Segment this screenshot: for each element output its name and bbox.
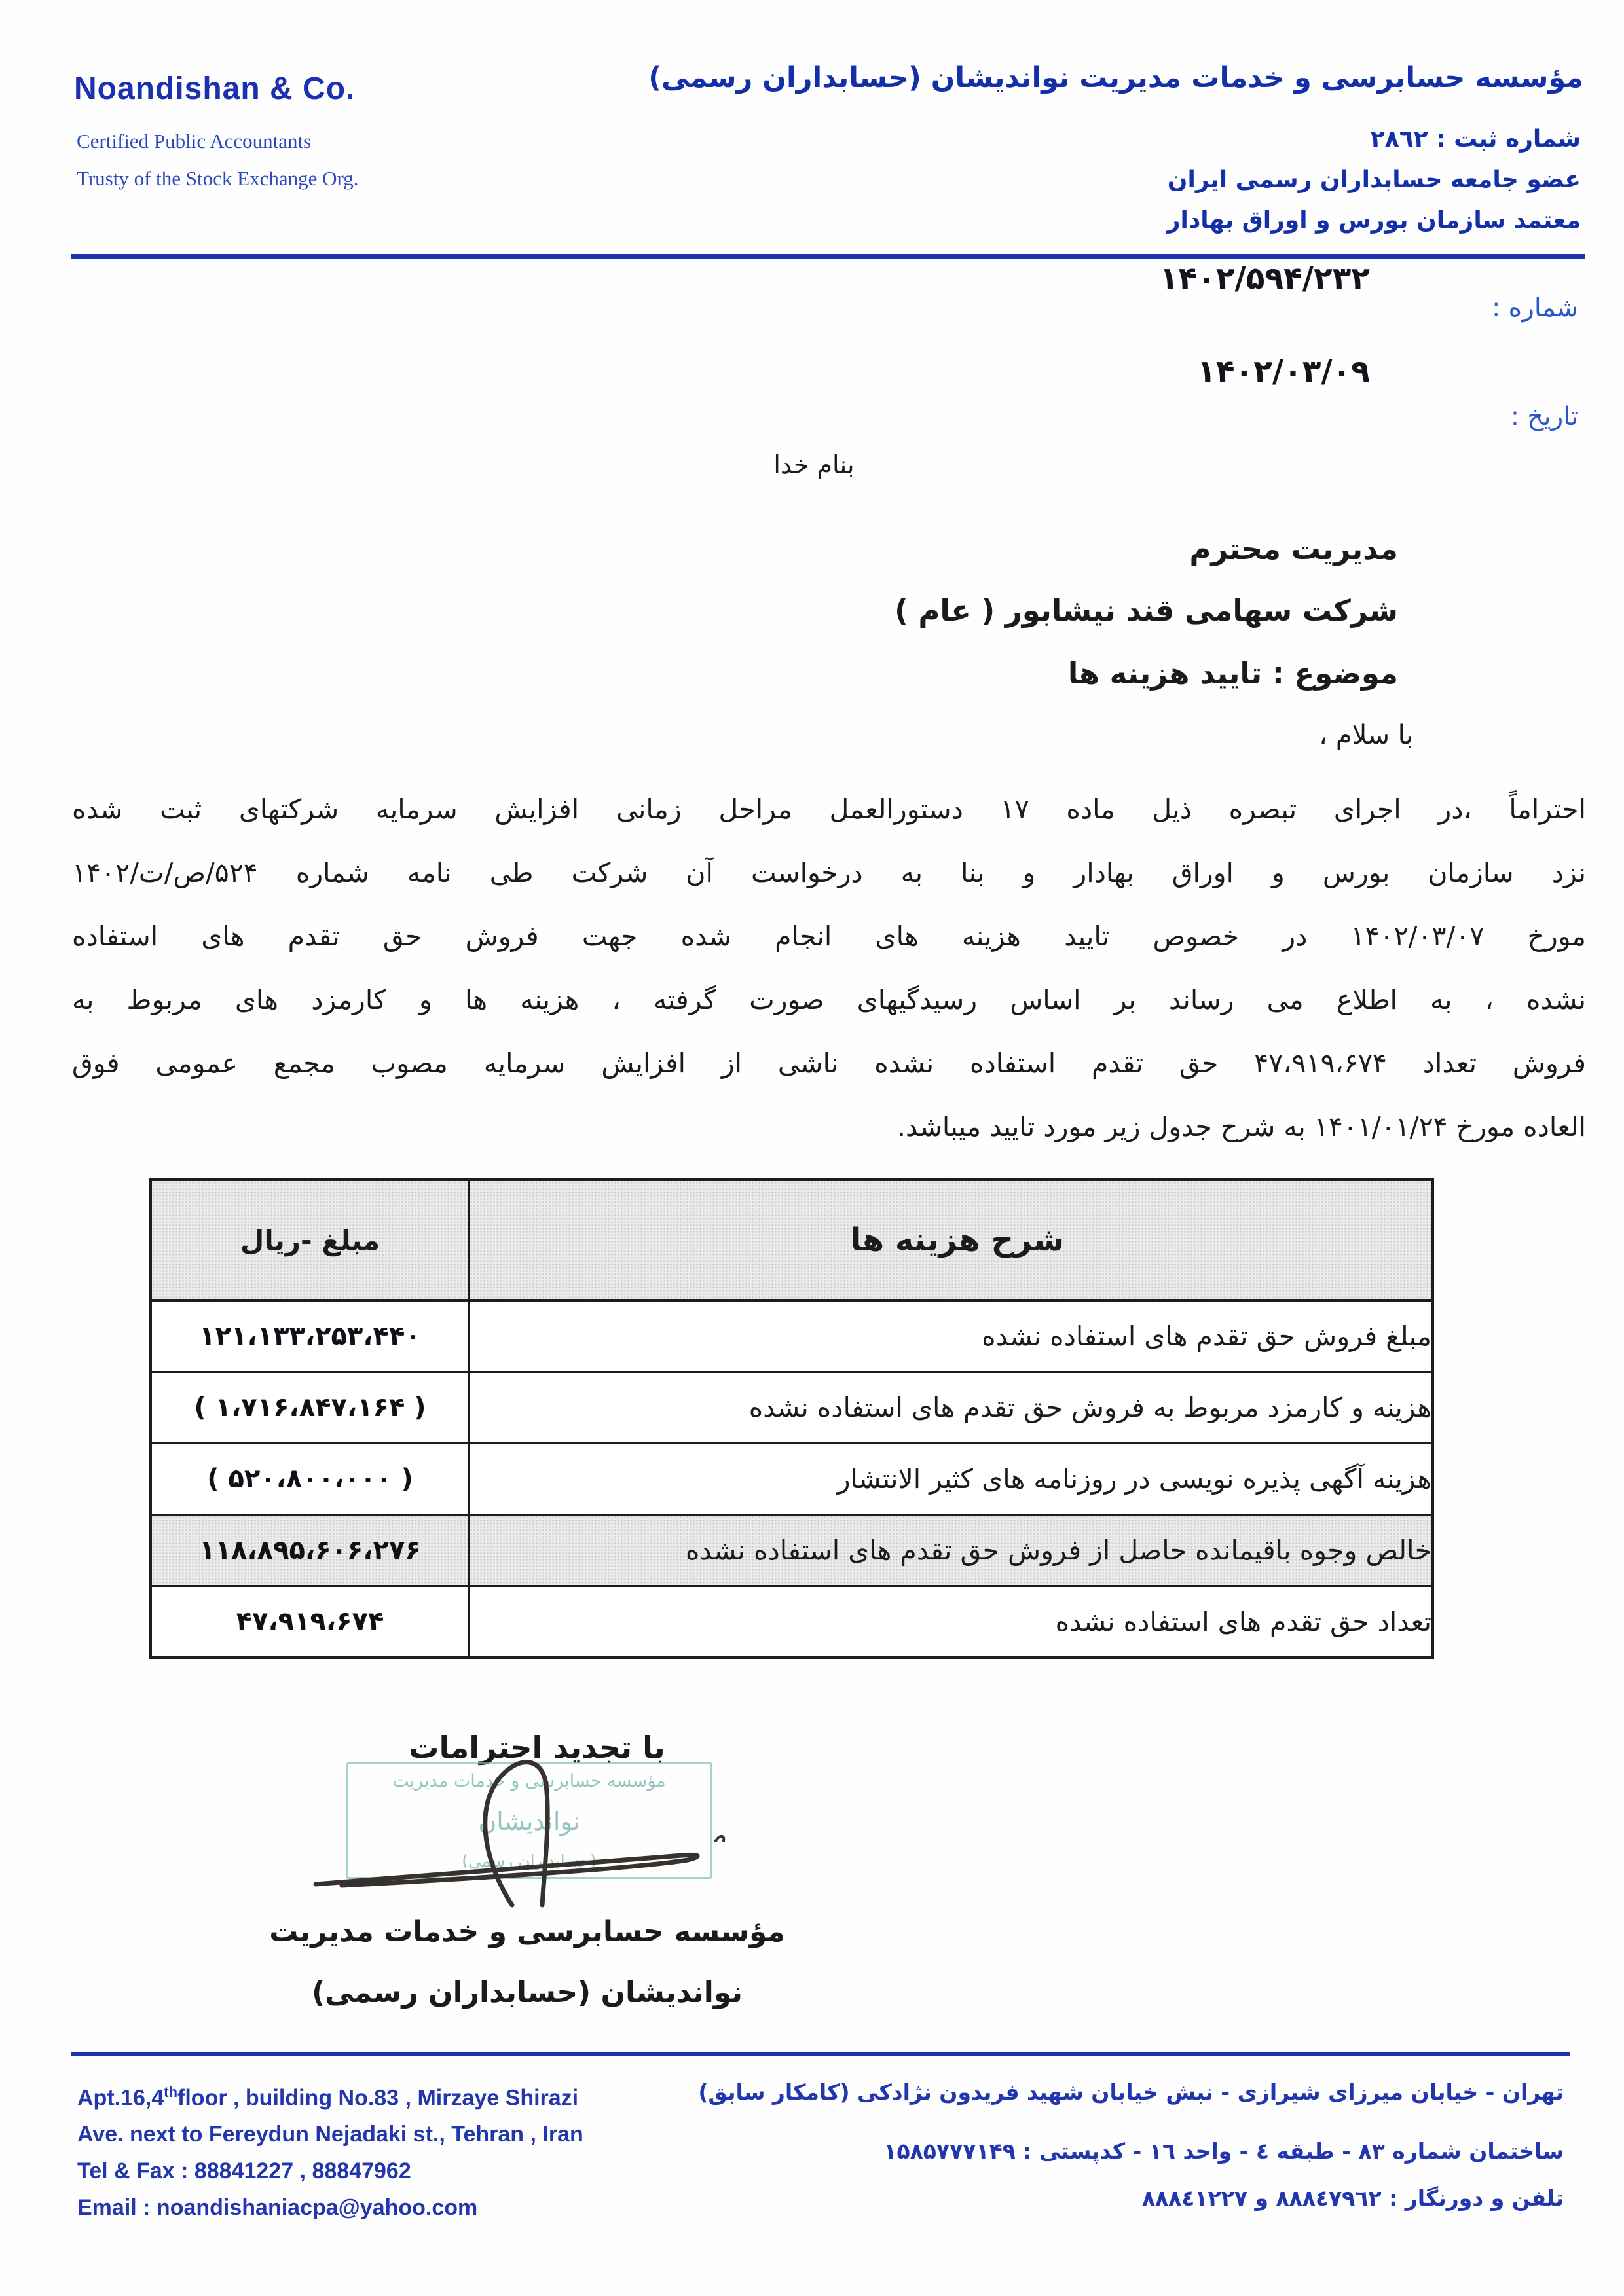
company-subtitle-trusty: Trusty of the Stock Exchange Org.	[77, 167, 359, 190]
footer-addr1-pre: Apt.16,4	[77, 2085, 164, 2111]
addressee-title: مدیریت محترم	[1189, 532, 1398, 566]
footer-address-en	[77, 2074, 583, 2226]
table-row	[152, 1373, 1431, 1444]
org-signature-line-1: مؤسسه حسابرسی و خدمات مدیریت	[269, 1915, 785, 1948]
letter-date-label: تاریخ :	[1510, 402, 1578, 431]
salutation: با سلام ،	[1319, 720, 1413, 750]
description-cell: تعداد حق تقدم های استفاده نشده	[1055, 1606, 1431, 1637]
footer-en-line-4: Email : noandishaniacpa@yahoo.com	[77, 2195, 478, 2221]
company-subtitle-cpa: Certified Public Accountants	[77, 130, 312, 153]
bismillah-text: بنام خدا	[773, 450, 855, 479]
description-cell: هزینه آگهی پذیره نویسی در روزنامه های کثیر الانتشار	[837, 1463, 1431, 1495]
body-line-4: نشده ، به اطلاع می رساند بر اساس رسیدگیهای صورت گرفته ، هزینه ها و کارمزد های مربوط به	[72, 984, 1586, 1015]
amount-cell: ۱۲۱،۱۳۳،۲۵۳،۴۴۰	[152, 1302, 470, 1371]
footer-en-line-3: Tel & Fax : 88841227 , 88847962	[77, 2159, 411, 2184]
stamp-line-2: نواندیشان	[478, 1807, 580, 1836]
footer-addr1-post: floor , building No.83 , Mirzaye Shirazi	[177, 2085, 579, 2111]
amount-header-cell: مبلغ -ریال	[152, 1181, 470, 1299]
registration-number-line: شماره ثبت : ۲۸٦۲	[1370, 126, 1581, 153]
trusted-org-line: معتمد سازمان بورس و اوراق بهادار	[1166, 207, 1581, 234]
body-line-1: احتراماً ،در اجرای تبصره ذیل ماده ۱۷ دستورالعمل مراحل زمانی افزایش سرمایه شرکتهای ثبت شده	[72, 793, 1586, 825]
letter-date-value: ۱۴۰۲/۰۳/۰۹	[1197, 354, 1370, 390]
membership-line: عضو جامعه حسابداران رسمی ایران	[1167, 166, 1581, 193]
amount-cell: ( ۵۲۰،۸۰۰،۰۰۰ )	[152, 1444, 470, 1514]
letter-number-label: شماره :	[1492, 293, 1578, 323]
body-line-3: مورخ ۱۴۰۲/۰۳/۰۷ در خصوص تایید هزینه های انجام شده جهت فروش حق تقدم های استفاده	[72, 920, 1586, 952]
description-cell: مبلغ فروش حق تقدم های استفاده نشده	[982, 1321, 1431, 1352]
table-row-highlighted	[152, 1516, 1431, 1587]
amount-cell: ۱۱۸،۸۹۵،۶۰۶،۲۷۶	[152, 1516, 470, 1585]
company-name-fa: مؤسسه حسابرسی و خدمات مدیریت نواندیشان (حسابداران رسمی)	[648, 62, 1583, 94]
amount-cell: ( ۱،۷۱۶،۸۴۷،۱۶۴ )	[152, 1373, 470, 1442]
description-header-cell: شرح هزینه ها	[850, 1222, 1065, 1258]
letter-number-value: ۱۴۰۲/۵۹۴/۲۳۲	[1159, 261, 1370, 297]
body-paragraph	[72, 778, 1586, 1159]
footer-addr1-sup: th	[164, 2084, 178, 2100]
expenses-table	[149, 1178, 1434, 1659]
footer-fa-address-line: تهران - خیابان میرزای شیرازی - نبش خیابان شهید فریدون نژادکی (کامکار سابق)	[698, 2079, 1564, 2105]
footer-en-line-2: Ave. next to Fereydun Nejadaki st., Tehran , Iran	[77, 2122, 583, 2147]
addressee-company: شرکت سهامی قند نیشابور ( عام )	[895, 593, 1398, 628]
body-line-5: فروش تعداد ۴۷،۹۱۹،۶۷۴ حق تقدم استفاده نشده ناشی از افزایش سرمایه مصوب مجمع عمومی فوق	[72, 1048, 1587, 1079]
footer-fa-building-line: ساختمان شماره ۸۳ - طبقه ٤ - واحد ١٦ - کدپستی : ۱۵۸۵۷۷۷۱۴۹	[883, 2138, 1564, 2164]
description-cell: خالص وجوه باقیمانده حاصل از فروش حق تقدم های استفاده نشده	[685, 1535, 1431, 1566]
amount-cell: ۴۷،۹۱۹،۶۷۴	[152, 1587, 470, 1656]
closing-salutation: با تجدید احترامات	[409, 1730, 665, 1765]
body-line-6: العاده مورخ ۱۴۰۱/۰۱/۲۴ به شرح جدول زیر مورد تایید میباشد.	[896, 1111, 1586, 1142]
stamp-line-3: (حسابداران رسمی)	[462, 1851, 597, 1870]
header-divider-rule	[71, 254, 1585, 259]
stamp-line-1: مؤسسه حسابرسی و خدمات مدیریت	[392, 1771, 666, 1791]
footer-divider-rule	[71, 2052, 1570, 2056]
body-line-2: نزد سازمان بورس و اوراق بهادار و بنا به درخواست آن شرکت طی نامه شماره ۵۲۴/ص/ت/۱۴۰۲	[72, 857, 1586, 888]
company-name-en: Noandishan & Co.	[74, 71, 356, 106]
handwritten-signature	[296, 1749, 754, 1913]
org-signature-line-2: نواندیشان (حسابداران رسمی)	[312, 1976, 743, 2009]
footer-fa-phone-line: تلفن و دورنگار : ۸۸۸٤۷۹٦۲ و ۸۸۸٤۱۲۲۷	[1141, 2185, 1564, 2211]
table-row	[152, 1444, 1431, 1516]
table-row	[152, 1302, 1431, 1373]
description-cell: هزینه و کارمزد مربوط به فروش حق تقدم های استفاده نشده	[748, 1392, 1431, 1423]
footer-en-line-1	[77, 2074, 583, 2116]
subject-line: موضوع : تایید هزینه ها	[1067, 656, 1398, 691]
table-row	[152, 1587, 1431, 1656]
table-header-row	[152, 1181, 1431, 1302]
